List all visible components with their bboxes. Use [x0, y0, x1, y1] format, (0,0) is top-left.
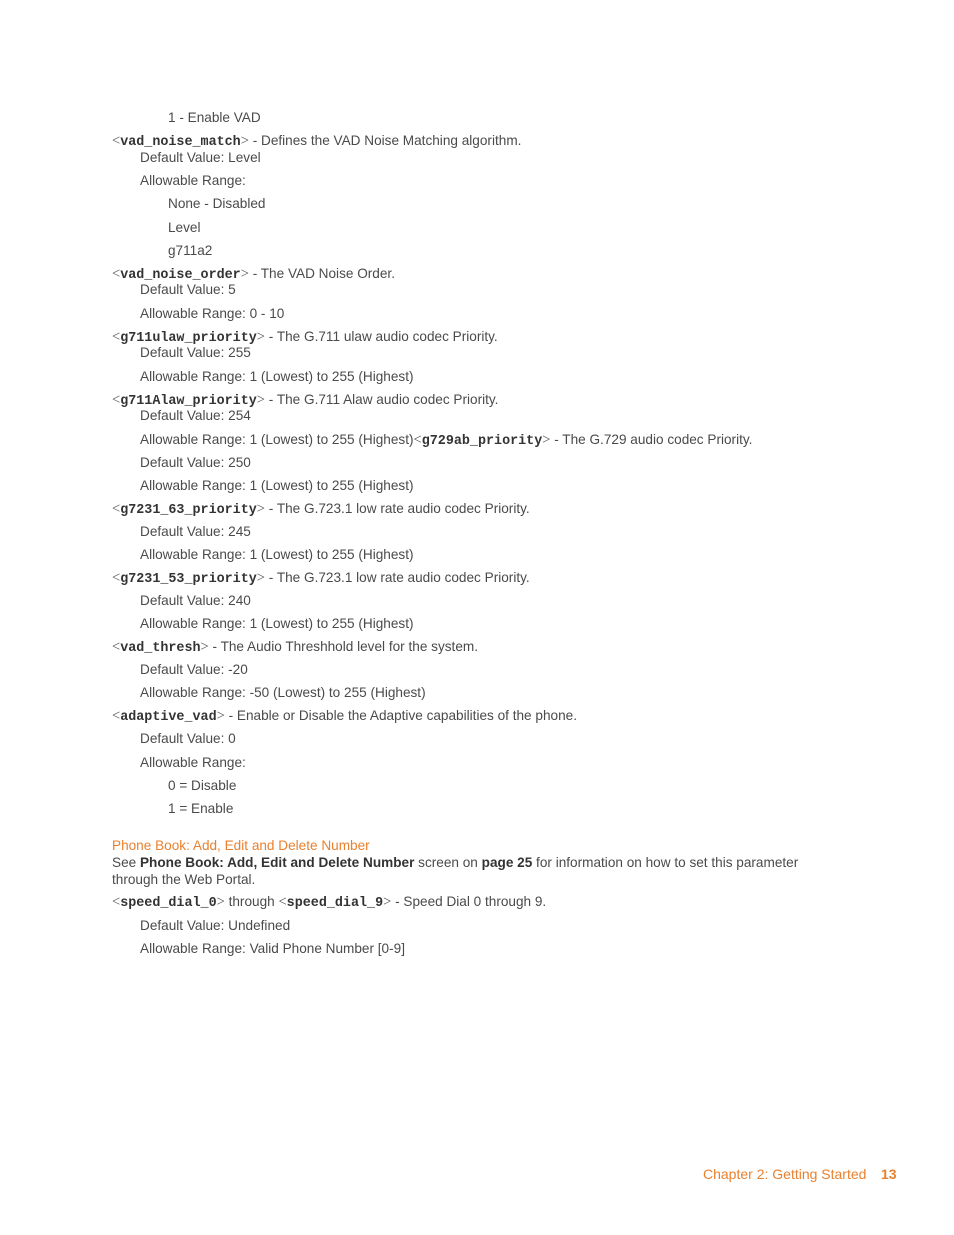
- param-tag: vad_noise_order: [120, 268, 241, 283]
- param-tag: speed_dial_9: [286, 896, 384, 911]
- intro-screen-on: screen on: [414, 855, 482, 870]
- default-value: Default Value: 5: [140, 282, 236, 297]
- param-vad-noise-match: <vad_noise_match> - Defines the VAD Noise Matching algorithm.: [112, 133, 522, 150]
- allowable-range: Allowable Range: -50 (Lowest) to 255 (Highest): [140, 685, 426, 700]
- range-option: Level: [168, 220, 201, 235]
- allowable-range: Allowable Range: 0 - 10: [140, 306, 285, 321]
- allowable-range: Allowable Range: 1 (Lowest) to 255 (Highest): [140, 478, 414, 493]
- through-text: through: [224, 894, 279, 909]
- range-option: None - Disabled: [168, 196, 266, 211]
- param-g711alaw-priority: <g711Alaw_priority> - The G.711 Alaw audio codec Priority.: [112, 392, 499, 409]
- param-desc: - The G.711 Alaw audio codec Priority.: [264, 392, 499, 407]
- range-option: 1 = Enable: [168, 801, 234, 816]
- param-desc: - The Audio Threshhold level for the system.: [208, 639, 478, 654]
- section-intro: [112, 854, 822, 888]
- param-tag: g7231_63_priority: [120, 503, 257, 518]
- page-reference: page 25: [481, 855, 533, 870]
- param-speed-dial: <speed_dial_0> through <speed_dial_9> - Speed Dial 0 through 9.: [112, 894, 547, 911]
- param-vad-thresh: <vad_thresh> - The Audio Threshhold level for the system.: [112, 639, 478, 656]
- default-value: Default Value: 255: [140, 345, 251, 360]
- param-g7231-53-priority: <g7231_53_priority> - The G.723.1 low rate audio codec Priority.: [112, 570, 530, 587]
- param-desc: - The VAD Noise Order.: [248, 266, 395, 281]
- param-desc: - The G.729 audio codec Priority.: [550, 432, 753, 447]
- param-tag: g729ab_priority: [421, 434, 543, 449]
- allowable-range: Allowable Range: Valid Phone Number [0-9]: [140, 941, 405, 956]
- default-value: Default Value: Undefined: [140, 918, 291, 933]
- footer-chapter: Chapter 2: Getting Started: [703, 1166, 867, 1182]
- param-tag: g7231_53_priority: [120, 572, 257, 587]
- allowable-range: Allowable Range: 1 (Lowest) to 255 (Highest): [140, 369, 414, 384]
- param-tag: speed_dial_0: [120, 896, 217, 911]
- allowable-range: Allowable Range: 1 (Lowest) to 255 (Highest): [140, 616, 414, 631]
- param-desc: - Speed Dial 0 through 9.: [391, 894, 547, 909]
- param-desc: - The G.723.1 low rate audio codec Priority.: [264, 570, 530, 585]
- param-adaptive-vad: <adaptive_vad> - Enable or Disable the Adaptive capabilities of the phone.: [112, 708, 577, 725]
- intro-see: See: [112, 855, 140, 870]
- param-vad-noise-order: <vad_noise_order> - The VAD Noise Order.: [112, 266, 395, 283]
- page-number: 13: [881, 1166, 897, 1182]
- default-value: Default Value: 0: [140, 731, 236, 746]
- default-value: Default Value: 250: [140, 455, 251, 470]
- allowable-range: Allowable Range: 1 (Lowest) to 255 (Highest): [140, 547, 414, 562]
- default-value: Default Value: 245: [140, 524, 251, 539]
- param-desc: - Enable or Disable the Adaptive capabilities of the phone.: [224, 708, 577, 723]
- param-tag: g711ulaw_priority: [120, 331, 257, 346]
- screen-name: Phone Book: Add, Edit and Delete Number: [139, 855, 415, 870]
- intro-rest: for information on how to set this parameter through the Web Portal.: [112, 855, 799, 887]
- vad-option-enable: 1 - Enable VAD: [168, 110, 261, 125]
- param-g711ulaw-priority: <g711ulaw_priority> - The G.711 ulaw audio codec Priority.: [112, 329, 498, 346]
- default-value: Default Value: 254: [140, 408, 251, 423]
- range-option: 0 = Disable: [168, 778, 237, 793]
- param-tag: g711Alaw_priority: [120, 394, 257, 409]
- allowable-range: Allowable Range:: [140, 755, 246, 770]
- range-option: g711a2: [168, 243, 213, 258]
- param-desc: - The G.711 ulaw audio codec Priority.: [264, 329, 498, 344]
- allowable-range: Allowable Range:: [140, 173, 246, 188]
- param-tag: vad_noise_match: [120, 135, 241, 150]
- section-heading: Phone Book: Add, Edit and Delete Number: [112, 838, 370, 853]
- param-desc: - Defines the VAD Noise Matching algorithm.: [248, 133, 522, 148]
- default-value: Default Value: -20: [140, 662, 248, 677]
- allowable-range-with-g729: Allowable Range: 1 (Lowest) to 255 (Highest)<g729ab_priority> - The G.729 audio codec Priority.: [140, 432, 753, 449]
- default-value: Default Value: 240: [140, 593, 251, 608]
- param-g7231-63-priority: <g7231_63_priority> - The G.723.1 low rate audio codec Priority.: [112, 501, 530, 518]
- param-tag: adaptive_vad: [120, 710, 217, 725]
- default-value: Default Value: Level: [140, 150, 261, 165]
- param-desc: - The G.723.1 low rate audio codec Priority.: [264, 501, 530, 516]
- param-tag: vad_thresh: [120, 641, 201, 656]
- allowable-range: Allowable Range: 1 (Lowest) to 255 (Highest): [140, 432, 414, 447]
